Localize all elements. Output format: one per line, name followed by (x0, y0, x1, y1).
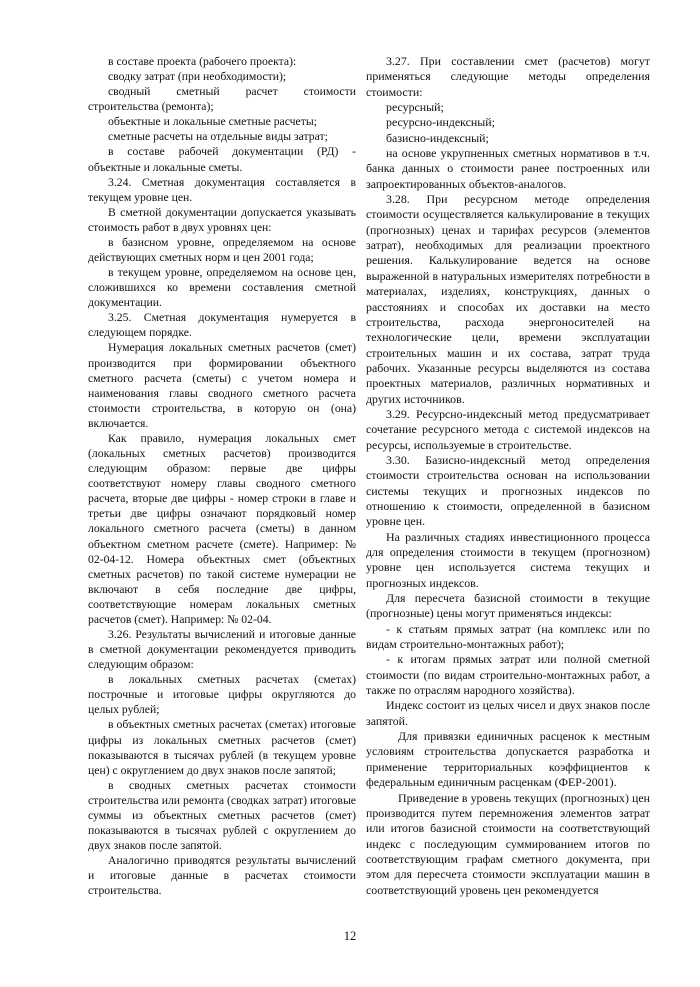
paragraph: 3.27. При составлении смет (расчетов) могут применяться следующие методы определения стоимости: (366, 54, 650, 99)
paragraph: на основе укрупненных сметных нормативов в т.ч. банка данных о стоимости ранее построенных или запроектированных объектов-аналогов. (366, 146, 650, 191)
paragraph: в текущем уровне, определяемом на основе цен, сложившихся ко времени составления сметной документации. (88, 266, 356, 310)
paragraph: Для привязки единичных расценок к местным условиям строительства допускается разработка и применение территориальных коэффициентов к федеральным единичным расценкам (ФЕР-2001). (366, 729, 650, 790)
paragraph: 3.24. Сметная документация составляется в текущем уровне цен. (88, 175, 356, 204)
paragraph: Для пересчета базисной стоимости в текущие (прогнозные) цены могут применяться индексы: (366, 591, 650, 621)
paragraph: ресурсный; (386, 100, 444, 115)
paragraph: базисно-индексный; (386, 130, 489, 145)
paragraph: Как правило, нумерация локальных смет (локальных сметных расчетов) производится следующим образом: первые две цифры соответствуют номеру главы сводного сметного расчета, вторые две цифры - номер строки в главе и третьи две цифры означают порядковый номер локального сметного расчета (сметы) в данном объектном сметном расчете (смете). Например: № 02-04-12. Номера объектных смет (объектных сметных расчетов) по такой системе нумерации не включают в себя последние две цифры, соответствующие номерам локальных сметных расчетов (смет). Например: № 02-04. (88, 431, 356, 626)
paragraph: - к статьям прямых затрат (на комплекс или по видам строительно-монтажных работ); (366, 621, 650, 652)
paragraph: 3.28. При ресурсном методе определения стоимости осуществляется калькулирование в текущих (прогнозных) ценах и тарифах ресурсов (элементов затрат), необходимых для реализации проектного решения. Калькулирование ведется на основе выраженной в натуральных измерителях потребности в материалах, изделиях, конструкциях, данных о расстояниях и способах их доставки на место строительства, расхода энергоносителей на технологические цели, времени эксплуатации строительных машин и их состава, затрат труда рабочих. Указанные ресурсы выделяются из состава проектных материалов, различных нормативных и других источников. (366, 192, 650, 406)
paragraph: 3.25. Сметная документация нумеруется в следующем порядке. (88, 311, 356, 340)
paragraph: В сметной документации допускается указывать стоимость работ в двух уровнях цен: (88, 205, 356, 234)
paragraph: 3.30. Базисно-индексный метод определения стоимости строительства основан на использовании системы текущих и прогнозных индексов по отношению к стоимости, определенной в базисном уровне цен. (366, 452, 650, 529)
paragraph: ресурсно-индексный; (386, 115, 495, 130)
paragraph: в составе проекта (рабочего проекта): (108, 55, 297, 68)
paragraph: в базисном уровне, определяемом на основе действующих сметных норм и цен 2001 года; (88, 235, 356, 265)
paragraph: в локальных сметных расчетах (сметах) построчные и итоговые цифры округляются до целых рублей; (88, 673, 356, 717)
paragraph: Аналогично приводятся результаты вычислений и итоговые данные в расчетах стоимости строительства. (88, 854, 356, 898)
paragraph: в объектных сметных расчетах (сметах) итоговые цифры из локальных сметных расчетов (смет) показываются в тысячах рублей (в текущем уровне цен) с округлением до двух знаков после запятой; (88, 718, 356, 777)
left-text-column (88, 54, 356, 898)
paragraph: Приведение в уровень текущих (прогнозных) цен производится путем перемножения элементов затрат или итогов базисной стоимости на соответствующий индекс с последующим суммированием итогов по соответствующим графам сметного документа, при этом для пересчета стоимости эксплуатации машин в соответствующий уровень цен рекомендуется (366, 790, 650, 897)
paragraph: - к итогам прямых затрат или полной сметной стоимости (по видам строительно-монтажных работ, а также по отраслям народного хозяйства). (366, 652, 650, 698)
paragraph: в сводных сметных расчетах стоимости строительства или ремонта (сводках затрат) итоговые суммы из объектных сметных расчетов (смет) показываются в тысячах рублей с округлением до двух знаков после запятой. (88, 778, 356, 853)
paragraph: объектные и локальные сметные расчеты; (108, 115, 317, 129)
paragraph: 3.29. Ресурсно-индексный метод предусматривает сочетание ресурсного метода с системой индексов на ресурсы, используемые в строительстве. (366, 406, 650, 452)
paragraph: сводный сметный расчет стоимости строительства (ремонта); (88, 85, 356, 114)
paragraph: сметные расчеты на отдельные виды затрат; (108, 130, 328, 144)
paragraph: Индекс состоит из целых чисел и двух знаков после запятой. (366, 698, 650, 728)
paragraph: сводку затрат (при необходимости); (108, 70, 287, 84)
paragraph: На различных стадиях инвестиционного процесса для определения стоимости в текущем (прогнозном) уровне цен используется система текущих и прогнозных индексов. (366, 529, 650, 590)
paragraph: Нумерация локальных сметных расчетов (смет) производится при формировании объектного сметного расчета (сметы) с учетом номера и наименования главы сводного сметного расчета стоимости строительства, в которую он (она) включается. (88, 341, 356, 430)
paragraph: 3.26. Результаты вычислений и итоговые данные в сметной документации рекомендуется приводить следующим образом: (88, 627, 356, 672)
right-text-column (366, 54, 650, 898)
paragraph: в составе рабочей документации (РД) - объектные и локальные сметы. (88, 145, 356, 174)
page-number: 12 (343, 929, 357, 943)
